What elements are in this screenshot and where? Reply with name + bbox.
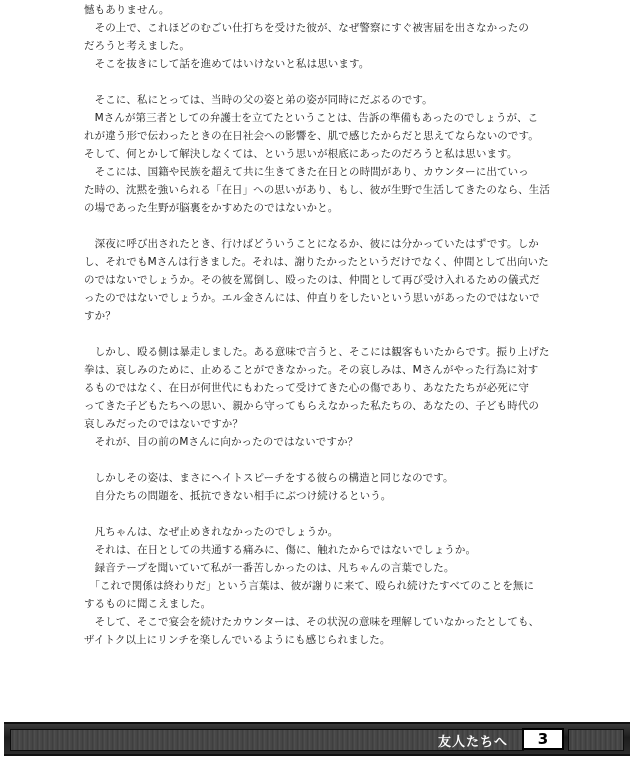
text-line: 哀しみだったのではないですか？ xyxy=(84,418,243,430)
paragraph-gap xyxy=(84,505,584,523)
text-line: Mさんが第三者としての弁護士を立てたということは、告訴の準備もあったのでしょうが、こ xyxy=(84,112,539,124)
paragraph xyxy=(84,1,584,73)
page-number: 3 xyxy=(522,728,564,750)
text-line: れが違う形で伝わったときの在日社会への影響を、肌で感じたからだと思えてならないのです。 xyxy=(84,130,539,142)
text-line: 録音テープを聞いていて私が一番苦しかったのは、凡ちゃんの言葉でした。 xyxy=(84,562,455,574)
paragraph xyxy=(84,469,584,505)
text-line: 自分たちの問題を、抵抗できない相手にぶつけ続けるという。 xyxy=(84,490,392,502)
text-line: 憾もありません。 xyxy=(84,4,170,16)
footer-band xyxy=(4,722,630,756)
text-line: ったのではないでしょうか。エル金さんには、仲直りをしたいという思いがあったのではないで xyxy=(84,292,540,304)
paragraph-gap xyxy=(84,451,584,469)
text-line: それが、目の前のMさんに向かったのではないですか？ xyxy=(84,436,359,448)
text-line: しかし、殴る側は暴走しました。ある意味で言うと、そこには観客もいたからです。振り上げた xyxy=(84,346,550,358)
text-line: 深夜に呼び出されたとき、行けばどういうことになるか、彼には分かっていたはずです。しか xyxy=(84,238,539,250)
paragraph-gap xyxy=(84,325,584,343)
footer-texture-tail xyxy=(568,729,624,751)
footer-title: 友人たちへ xyxy=(437,735,508,750)
text-line: その上で、これほどのむごい仕打ちを受けた彼が、なぜ警察にすぐ被害届を出さなかったの xyxy=(84,22,529,34)
text-line: 拳は、哀しみのために、止めることができなかった。その哀しみは、Mさんがやった行為に対す xyxy=(84,364,539,376)
text-line: するものに聞こえました。 xyxy=(84,598,212,610)
text-line: た時の、沈黙を強いられる「在日」への思いがあり、もし、彼が生野で生活してきたのなら、生活 xyxy=(84,184,550,196)
text-line: るものではなく、在日が何世代にもわたって受けてきた心の傷であり、あなたたちが必死に守 xyxy=(84,382,529,394)
text-line: そこに、私にとっては、当時の父の姿と弟の姿が同時にだぶるのです。 xyxy=(84,94,433,106)
paragraph xyxy=(84,343,584,451)
text-line: そして、何とかして解決しなくては、という思いが根底にあったのだろうと私は思います。 xyxy=(84,148,518,160)
text-line: のではないでしょうか。その彼を罵倒し、殴ったのは、仲間として再び受け入れるための儀式だ xyxy=(84,274,540,286)
text-line: すか？ xyxy=(84,310,116,322)
paragraph xyxy=(84,523,584,649)
text-line: そして、そこで宴会を続けたカウンターは、その状況の意味を理解していなかったとしても、 xyxy=(84,616,540,628)
text-line: ザイトク以上にリンチを楽しんでいるようにも感じられました。 xyxy=(84,634,391,646)
paragraph xyxy=(84,91,584,217)
document-body xyxy=(84,1,584,649)
text-line: それは、在日としての共通する痛みに、傷に、触れたからではないでしょうか。 xyxy=(84,544,477,556)
paragraph-gap xyxy=(84,73,584,91)
text-line: そこを抜きにして話を進めてはいけないと私は思います。 xyxy=(84,58,370,70)
paragraph xyxy=(84,235,584,325)
text-line: の場であった生野が脳裏をかすめたのではないかと。 xyxy=(84,202,339,214)
text-line: し、それでもMさんは行きました。それは、謝りたかったというだけでなく、仲間として出向いた xyxy=(84,256,549,268)
text-line: 「これで関係は終わりだ」という言葉は、彼が謝りに来て、殴られ続けたすべてのことを無に xyxy=(84,580,535,592)
text-line: しかしその姿は、まさにヘイトスピーチをする彼らの構造と同じなのです。 xyxy=(84,472,454,484)
text-line: 凡ちゃんは、なぜ止めきれなかったのでしょうか。 xyxy=(84,526,339,538)
text-line: ってきた子どもたちへの思い、親から守ってもらえなかった私たちの、あなたの、子ども時代の xyxy=(84,400,539,412)
text-line: だろうと考えました。 xyxy=(84,40,190,52)
text-line: そこには、国籍や民族を超えて共に生きてきた在日との時間があり、カウンターに出ていっ xyxy=(84,166,529,178)
paragraph-gap xyxy=(84,217,584,235)
